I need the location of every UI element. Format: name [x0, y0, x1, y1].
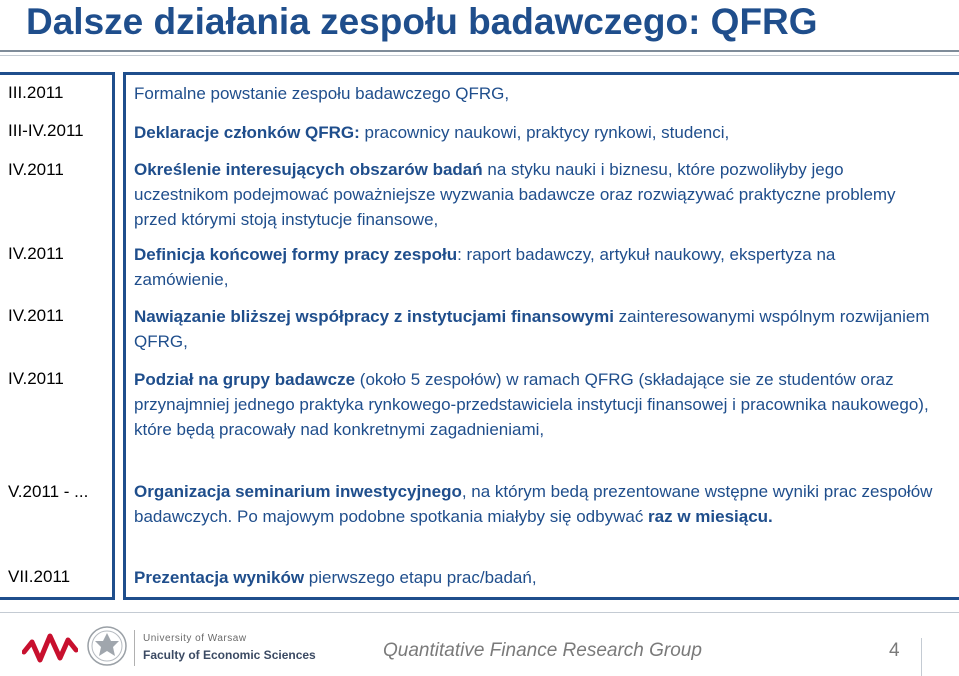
row-date: VII.2011: [8, 567, 71, 586]
row-date: V.2011 - ...: [8, 482, 89, 501]
title-divider-thin: [0, 55, 959, 56]
bold-text: Określenie interesujących obszarów badań: [134, 160, 483, 179]
row-date: III-IV.2011: [8, 121, 84, 140]
bold-text: raz w miesiącu.: [648, 507, 773, 526]
text-segment: na styku nauki i biznesu, które pozwoliłyby jego uczestnikom podejmować poważniejsze wyzwania badawcze oraz rozwiązywać praktyczne problemy przed którymi stoją instytucje finansowe,: [134, 160, 896, 229]
faculty-name: Faculty of Economic Sciences: [143, 648, 316, 662]
university-name: University of Warsaw: [143, 633, 247, 644]
text-segment: Formalne powstanie zespołu badawczego QFRG,: [134, 84, 510, 103]
bold-text: Nawiązanie bliższej współpracy z instytucjami finansowymi: [134, 307, 614, 326]
title-divider: [0, 50, 959, 52]
row-date: IV.2011: [8, 160, 64, 179]
qfrg-logo-icon: [22, 628, 78, 668]
bold-text: Podział na grupy badawcze: [134, 370, 356, 389]
row-description: [134, 565, 934, 590]
text-segment: pracownicy naukowi, praktycy rynkowi, studenci,: [359, 123, 730, 142]
page-number: 4: [889, 640, 900, 661]
row-date: IV.2011: [8, 244, 64, 263]
row-description: [134, 479, 934, 529]
bold-text: Definicja końcowej formy pracy zespołu: [134, 245, 458, 264]
bold-text: Prezentacja wyników: [134, 568, 305, 587]
university-seal-icon: [86, 623, 128, 669]
row-date: IV.2011: [8, 369, 64, 388]
footer-group-name: Quantitative Finance Research Group: [383, 640, 702, 661]
row-description: [134, 304, 934, 354]
text-segment: pierwszego etapu prac/badań,: [304, 568, 537, 587]
row-description: [134, 367, 934, 442]
text-segment: , na którym bedą prezentowane wstępne wyniki prac zespołów badawczych. Po majowym podobne spotkania miałyby się odbywać: [134, 482, 933, 526]
row-description: [134, 242, 934, 292]
row-description: [134, 120, 934, 145]
bold-text: Deklaracje członków QFRG:: [134, 123, 360, 142]
date-column-frame: [0, 72, 115, 600]
row-date: IV.2011: [8, 306, 64, 325]
row-date: III.2011: [8, 83, 64, 102]
row-description: [134, 157, 934, 232]
row-description: [134, 81, 934, 106]
text-segment: zainteresowanymi wspólnym rozwijaniem QFRG,: [134, 307, 930, 351]
text-segment: (około 5 zespołów) w ramach QFRG (składające sie ze studentów oraz przynajmniej jednego praktyka rynkowego-przedstawiciela instytucji finansowej i pracownika naukowego), które będą pracowały nad konkretnymi zagadnieniami,: [134, 370, 929, 439]
footer-corner-divider: [921, 638, 922, 676]
slide-title: Dalsze działania zespołu badawczego: QFRG: [26, 1, 818, 42]
text-segment: : raport badawczy, artykuł naukowy, ekspertyza na zamówienie,: [134, 245, 836, 289]
logo-separator: [134, 630, 135, 666]
bold-text: Organizacja seminarium inwestycyjnego: [134, 482, 462, 501]
footer-divider: [0, 612, 959, 613]
